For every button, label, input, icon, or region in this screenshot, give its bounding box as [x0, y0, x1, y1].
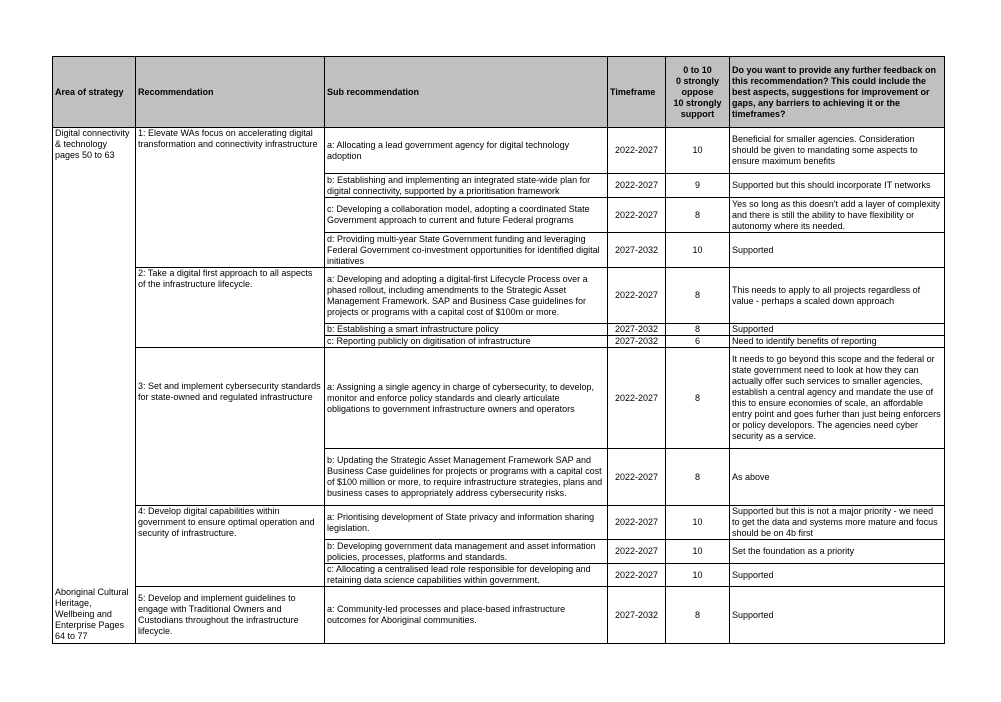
feedback-cell[interactable]: Supported but this should incorporate IT networks — [730, 174, 945, 198]
header-feedback: Do you want to provide any further feedback on this recommendation? This could include the best aspects, suggestions for improvement or gaps, any barriers to achieving it or the timeframes? — [730, 57, 945, 128]
feedback-cell[interactable]: Supported — [730, 233, 945, 268]
table-row — [53, 268, 945, 324]
sub-recommendation-cell: b: Establishing a smart infrastructure policy — [325, 324, 608, 336]
feedback-cell[interactable]: Supported — [730, 564, 945, 587]
feedback-cell[interactable]: Supported — [730, 587, 945, 644]
feedback-cell[interactable]: As above — [730, 449, 945, 506]
timeframe-cell: 2027-2032 — [608, 233, 666, 268]
feedback-cell[interactable]: Set the foundation as a priority — [730, 540, 945, 564]
timeframe-cell: 2027-2032 — [608, 587, 666, 644]
score-cell[interactable]: 10 — [666, 564, 730, 587]
table-row — [53, 128, 945, 174]
score-cell[interactable]: 10 — [666, 128, 730, 174]
timeframe-cell: 2022-2027 — [608, 348, 666, 449]
strategy-feedback-table — [52, 56, 945, 644]
table-row — [53, 348, 945, 449]
timeframe-cell: 2022-2027 — [608, 268, 666, 324]
score-cell[interactable]: 8 — [666, 449, 730, 506]
header-area: Area of strategy — [53, 57, 136, 128]
header-sub-recommendation: Sub recommendation — [325, 57, 608, 128]
score-cell[interactable]: 10 — [666, 506, 730, 540]
feedback-cell[interactable]: Beneficial for smaller agencies. Consideration should be given to mandating some aspects to ensure maximum benefits — [730, 128, 945, 174]
sub-recommendation-cell: a: Allocating a lead government agency for digital technology adoption — [325, 128, 608, 174]
timeframe-cell: 2022-2027 — [608, 540, 666, 564]
header-score: 0 to 10 0 strongly oppose 10 strongly support — [666, 57, 730, 128]
feedback-cell[interactable]: This needs to apply to all projects regardless of value - perhaps a scaled down approach — [730, 268, 945, 324]
score-cell[interactable]: 8 — [666, 348, 730, 449]
feedback-cell[interactable]: Supported — [730, 324, 945, 336]
score-cell[interactable]: 8 — [666, 198, 730, 233]
sub-recommendation-cell: a: Assigning a single agency in charge of cybersecurity, to develop, monitor and enforce policy standards and clearly articulate obligations to government infrastructure owners and operators — [325, 348, 608, 449]
header-timeframe: Timeframe — [608, 57, 666, 128]
score-cell[interactable]: 10 — [666, 540, 730, 564]
score-cell[interactable]: 10 — [666, 233, 730, 268]
feedback-cell[interactable]: Need to identify benefits of reporting — [730, 336, 945, 348]
sub-recommendation-cell: c: Developing a collaboration model, adopting a coordinated State Government approach to current and future Federal programs — [325, 198, 608, 233]
recommendation-cell: 3: Set and implement cybersecurity standards for state-owned and regulated infrastructure — [136, 348, 325, 506]
recommendation-cell: 4: Develop digital capabilities within government to ensure optimal operation and security of infrastructure. — [136, 506, 325, 587]
area-cell: Aboriginal Cultural Heritage, Wellbeing and Enterprise Pages 64 to 77 — [53, 587, 136, 644]
table-row — [53, 506, 945, 540]
timeframe-cell: 2027-2032 — [608, 336, 666, 348]
recommendation-cell: 2: Take a digital first approach to all aspects of the infrastructure lifecycle. — [136, 268, 325, 348]
timeframe-cell: 2022-2027 — [608, 449, 666, 506]
timeframe-cell: 2022-2027 — [608, 564, 666, 587]
timeframe-cell: 2022-2027 — [608, 174, 666, 198]
header-row — [53, 57, 945, 128]
sub-recommendation-cell: c: Allocating a centralised lead role responsible for developing and retaining data science capabilities within government. — [325, 564, 608, 587]
sub-recommendation-cell: a: Community-led processes and place-based infrastructure outcomes for Aboriginal communities. — [325, 587, 608, 644]
sub-recommendation-cell: b: Updating the Strategic Asset Management Framework SAP and Business Case guidelines for projects or programs with a capital cost of $100 million or more, to require infrastructure strategies, plans and business cases to appropriately address cybersecurity risks. — [325, 449, 608, 506]
sub-recommendation-cell: d: Providing multi-year State Government funding and leveraging Federal Government co-investment opportunities for identified digital initiatives — [325, 233, 608, 268]
table-row — [53, 587, 945, 644]
timeframe-cell: 2022-2027 — [608, 198, 666, 233]
score-cell[interactable]: 8 — [666, 587, 730, 644]
feedback-cell[interactable]: It needs to go beyond this scope and the federal or state government need to look at how they can actually offer such services to smaller agencies, establish a central agency and mandate the use of this to ensure economies of scale, an affordable entry point and goes furher than just being enforcers or policy developors. The agencies need cyber security as a service. — [730, 348, 945, 449]
recommendation-cell: 1: Elevate WAs focus on accelerating digital transformation and connectivity infrastructure — [136, 128, 325, 268]
sub-recommendation-cell: b: Developing government data management and asset information policies, processes, platforms and standards. — [325, 540, 608, 564]
sub-recommendation-cell: c: Reporting publicly on digitisation of infrastructure — [325, 336, 608, 348]
timeframe-cell: 2027-2032 — [608, 324, 666, 336]
header-recommendation: Recommendation — [136, 57, 325, 128]
sub-recommendation-cell: a: Prioritising development of State privacy and information sharing legislation. — [325, 506, 608, 540]
recommendation-cell: 5: Develop and implement guidelines to engage with Traditional Owners and Custodians throughout the infrastructure lifecycle. — [136, 587, 325, 644]
feedback-cell[interactable]: Yes so long as this doesn't add a layer of complexity and there is still the ability to have flexibility or autonomy where its needed. — [730, 198, 945, 233]
score-cell[interactable]: 9 — [666, 174, 730, 198]
area-cell: Digital connectivity & technology pages 50 to 63 — [53, 128, 136, 587]
sub-recommendation-cell: b: Establishing and implementing an integrated state-wide plan for digital connectivity, supported by a prioritisation framework — [325, 174, 608, 198]
sub-recommendation-cell: a: Developing and adopting a digital-first Lifecycle Process over a phased rollout, including amendments to the Strategic Asset Management Framework. SAP and Business Case guidelines for projects or programs with a capital cost of $100m or more. — [325, 268, 608, 324]
score-cell[interactable]: 6 — [666, 336, 730, 348]
feedback-cell[interactable]: Supported but this is not a major priority - we need to get the data and systems more mature and focus should be on 4b first — [730, 506, 945, 540]
timeframe-cell: 2022-2027 — [608, 506, 666, 540]
score-cell[interactable]: 8 — [666, 324, 730, 336]
score-cell[interactable]: 8 — [666, 268, 730, 324]
timeframe-cell: 2022-2027 — [608, 128, 666, 174]
